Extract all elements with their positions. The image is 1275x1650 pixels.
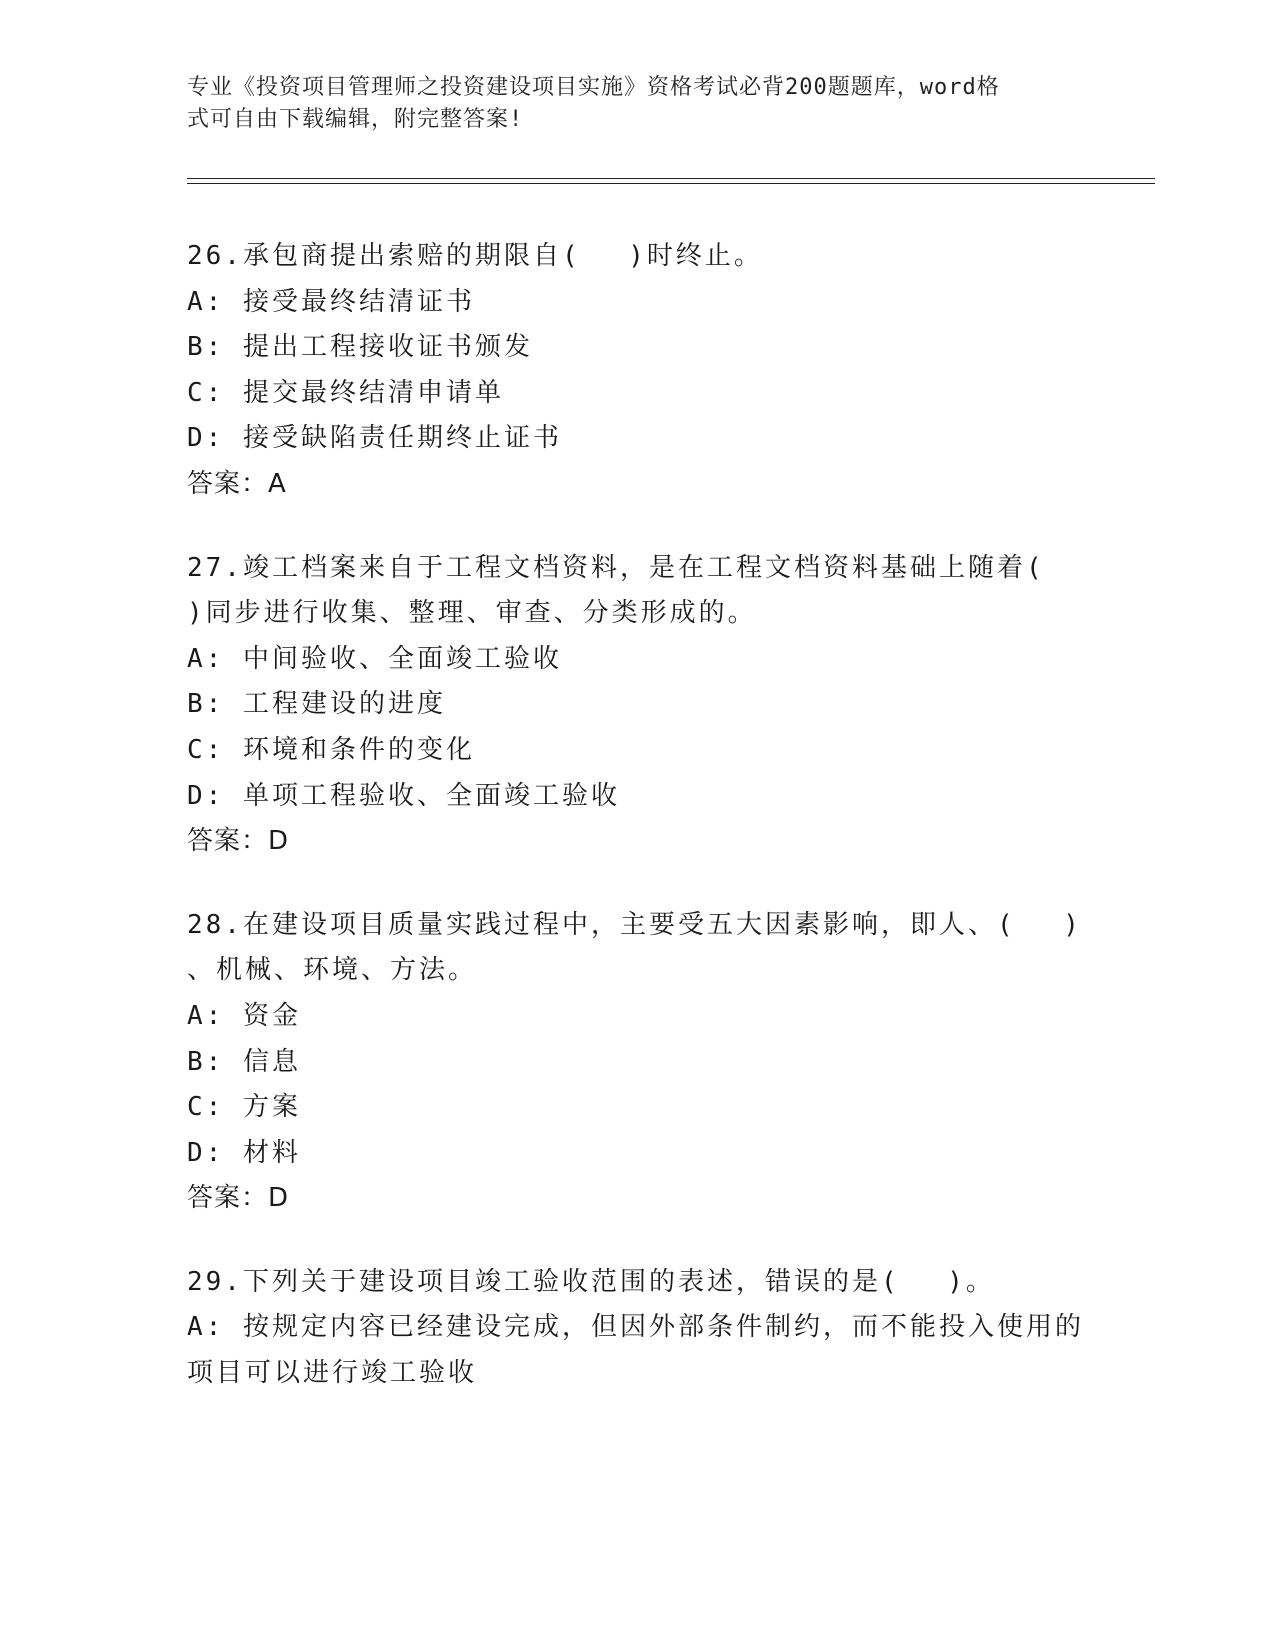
option-a: A: 资金 bbox=[187, 1000, 301, 1031]
header-line-2: 式可自由下载编辑，附完整答案! bbox=[187, 107, 524, 132]
document-header bbox=[187, 72, 1067, 136]
question-stem-continued: 、机械、环境、方法。 bbox=[187, 955, 478, 986]
option-a-continued: 项目可以进行竣工验收 bbox=[187, 1358, 478, 1389]
question-stem: 29.下列关于建设项目竣工验收范围的表述，错误的是( )。 bbox=[187, 1266, 995, 1297]
answer-line: 答案：D bbox=[187, 1183, 290, 1214]
answer-line: 答案：A bbox=[187, 468, 287, 499]
option-a: A: 接受最终结清证书 bbox=[187, 286, 475, 317]
option-d: D: 材料 bbox=[187, 1137, 301, 1168]
question-list bbox=[187, 234, 1087, 1435]
option-a: A: 中间验收、全面竣工验收 bbox=[187, 643, 562, 674]
option-b: B: 信息 bbox=[187, 1046, 301, 1077]
question-stem-continued: )同步进行收集、整理、审查、分类形成的。 bbox=[187, 598, 757, 629]
question-stem: 28.在建设项目质量实践过程中，主要受五大因素影响，即人、( ) bbox=[187, 909, 1082, 940]
question-stem: 27.竣工档案来自于工程文档资料，是在工程文档资料基础上随着( bbox=[187, 552, 1045, 583]
option-c: C: 环境和条件的变化 bbox=[187, 734, 475, 765]
option-d: D: 接受缺陷责任期终止证书 bbox=[187, 423, 562, 454]
option-b: B: 工程建设的进度 bbox=[187, 689, 446, 720]
header-rule-bottom bbox=[187, 183, 1155, 184]
question-29 bbox=[187, 1260, 1087, 1397]
option-c: C: 提交最终结清申请单 bbox=[187, 377, 504, 408]
question-28 bbox=[187, 903, 1087, 1222]
answer-line: 答案：D bbox=[187, 826, 290, 857]
option-a: A: 按规定内容已经建设完成，但因外部条件制约，而不能投入使用的 bbox=[187, 1312, 1084, 1343]
header-rule-top bbox=[187, 178, 1155, 179]
question-27 bbox=[187, 546, 1087, 865]
question-26 bbox=[187, 234, 1087, 508]
option-d: D: 单项工程验收、全面竣工验收 bbox=[187, 780, 620, 811]
header-line-1: 专业《投资项目管理师之投资建设项目实施》资格考试必背200题题库，word格 bbox=[187, 75, 1000, 100]
option-b: B: 提出工程接收证书颁发 bbox=[187, 332, 533, 363]
option-c: C: 方案 bbox=[187, 1092, 301, 1123]
question-stem: 26.承包商提出索赔的期限自( )时终止。 bbox=[187, 241, 763, 271]
